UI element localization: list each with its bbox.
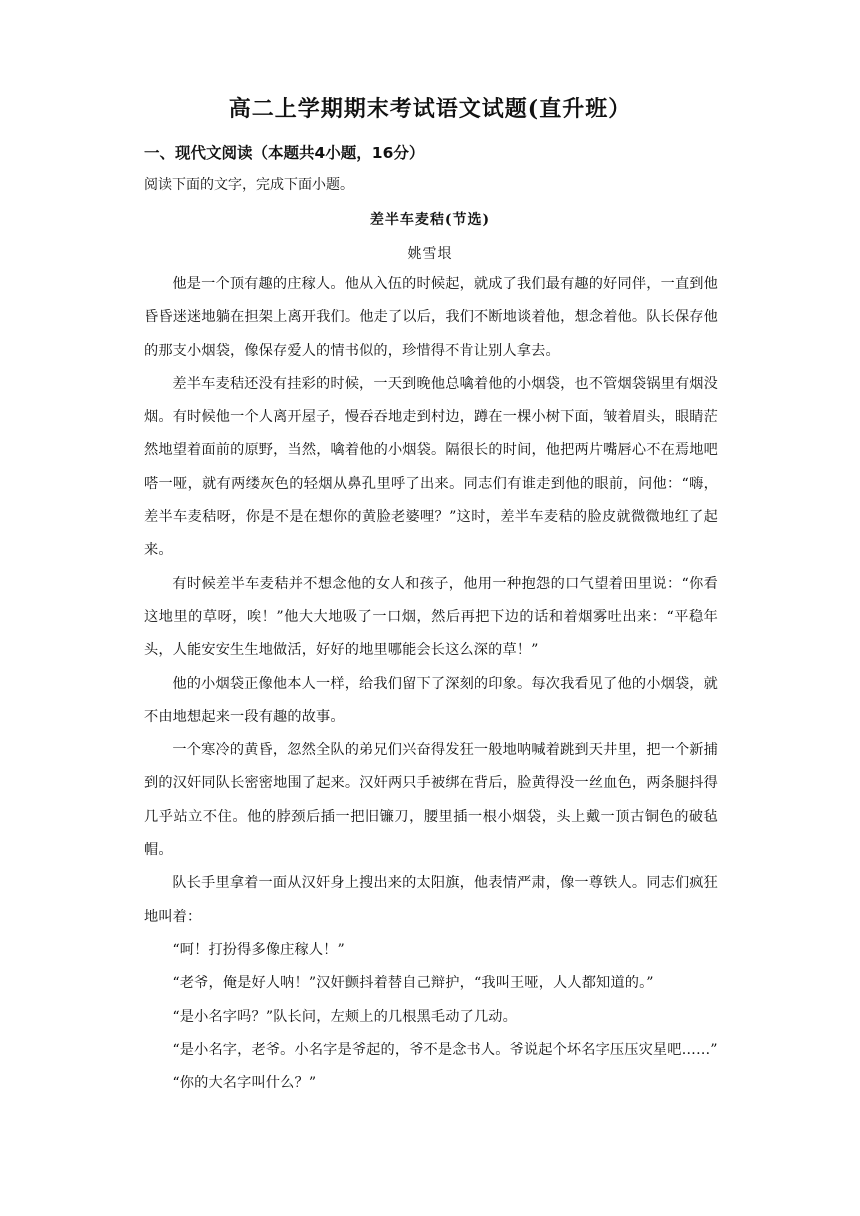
- paragraph: 有时候差半车麦秸并不想念他的女人和孩子，他用一种抱怨的口气望着田里说：“你看这地里的草呀，唉！”他大大地吸了一口烟，然后再把下边的话和着烟雾吐出来：“平稳年头，人能安安生生地做活，好好的地里哪能会长这么深的草！”: [144, 575, 718, 659]
- exam-title: 高二上学期期末考试语文试题(直升班）: [228, 96, 632, 122]
- paragraph: “是小名字，老爷。小名字是爷起的，爷不是念书人。爷说起个坏名字压压灾星吧……”: [172, 1041, 718, 1058]
- article-title: 差半车麦秸(节选): [369, 212, 491, 228]
- paragraph: “是小名字吗？”队长问，左颊上的几根黑毛动了几动。: [172, 1008, 517, 1025]
- paragraph: 差半车麦秸还没有挂彩的时候，一天到晚他总噙着他的小烟袋，也不管烟袋锅里有烟没烟。有时候他一个人离开屋子，慢吞吞地走到村边，蹲在一棵小树下面，皱着眉头，眼睛茫然地望着面前的原野，当然，噙着他的小烟袋。隔很长的时间，他把两片嘴唇心不在焉地吧嗒一哑，就有两缕灰色的轻烟从鼻孔里呼了出来。同志们有谁走到他的眼前，问他：“嗨，差半车麦秸呀，你是不是在想你的黄脸老婆哩？”这时，差半车麦秸的脸皮就微微地红了起来。: [144, 375, 718, 559]
- paragraph: 队长手里拿着一面从汉奸身上搜出来的太阳旗，他表情严肃，像一尊铁人。同志们疯狂地叫着：: [144, 875, 718, 925]
- paragraph: “老爷，俺是好人呐！”汉奸颤抖着替自己辩护，“我叫王哑，人人都知道的。”: [172, 975, 654, 992]
- paragraph: “你的大名字叫什么？”: [172, 1075, 317, 1092]
- paragraph: 一个寒冷的黄昏，忽然全队的弟兄们兴奋得发狂一般地呐喊着跳到天井里，把一个新捕到的汉奸同队长密密地围了起来。汉奸两只手被绑在背后，脸黄得没一丝血色，两条腿抖得几乎站立不住。他的脖颈后插一把旧镰刀，腰里插一根小烟袋，头上戴一顶古铜色的破毡帽。: [144, 742, 718, 859]
- section-heading: 一、现代文阅读（本题共4小题，16分）: [144, 144, 425, 162]
- article-body: [144, 268, 718, 1100]
- paragraph: “呵！打扮得多像庄稼人！”: [172, 941, 345, 958]
- article-author: 姚雪垠: [407, 246, 453, 262]
- reading-instruction: 阅读下面的文字，完成下面小题。: [144, 177, 354, 193]
- paragraph: 他是一个顶有趣的庄稼人。他从入伍的时候起，就成了我们最有趣的好同伴，一直到他昏昏迷迷地躺在担架上离开我们。他走了以后，我们不断地谈着他，想念着他。队长保存他的那支小烟袋，像保存爱人的情书似的，珍惜得不肯让别人拿去。: [144, 276, 718, 359]
- paragraph: 他的小烟袋正像他本人一样，给我们留下了深刻的印象。每次我看见了他的小烟袋，就不由地想起来一段有趣的故事。: [144, 675, 718, 725]
